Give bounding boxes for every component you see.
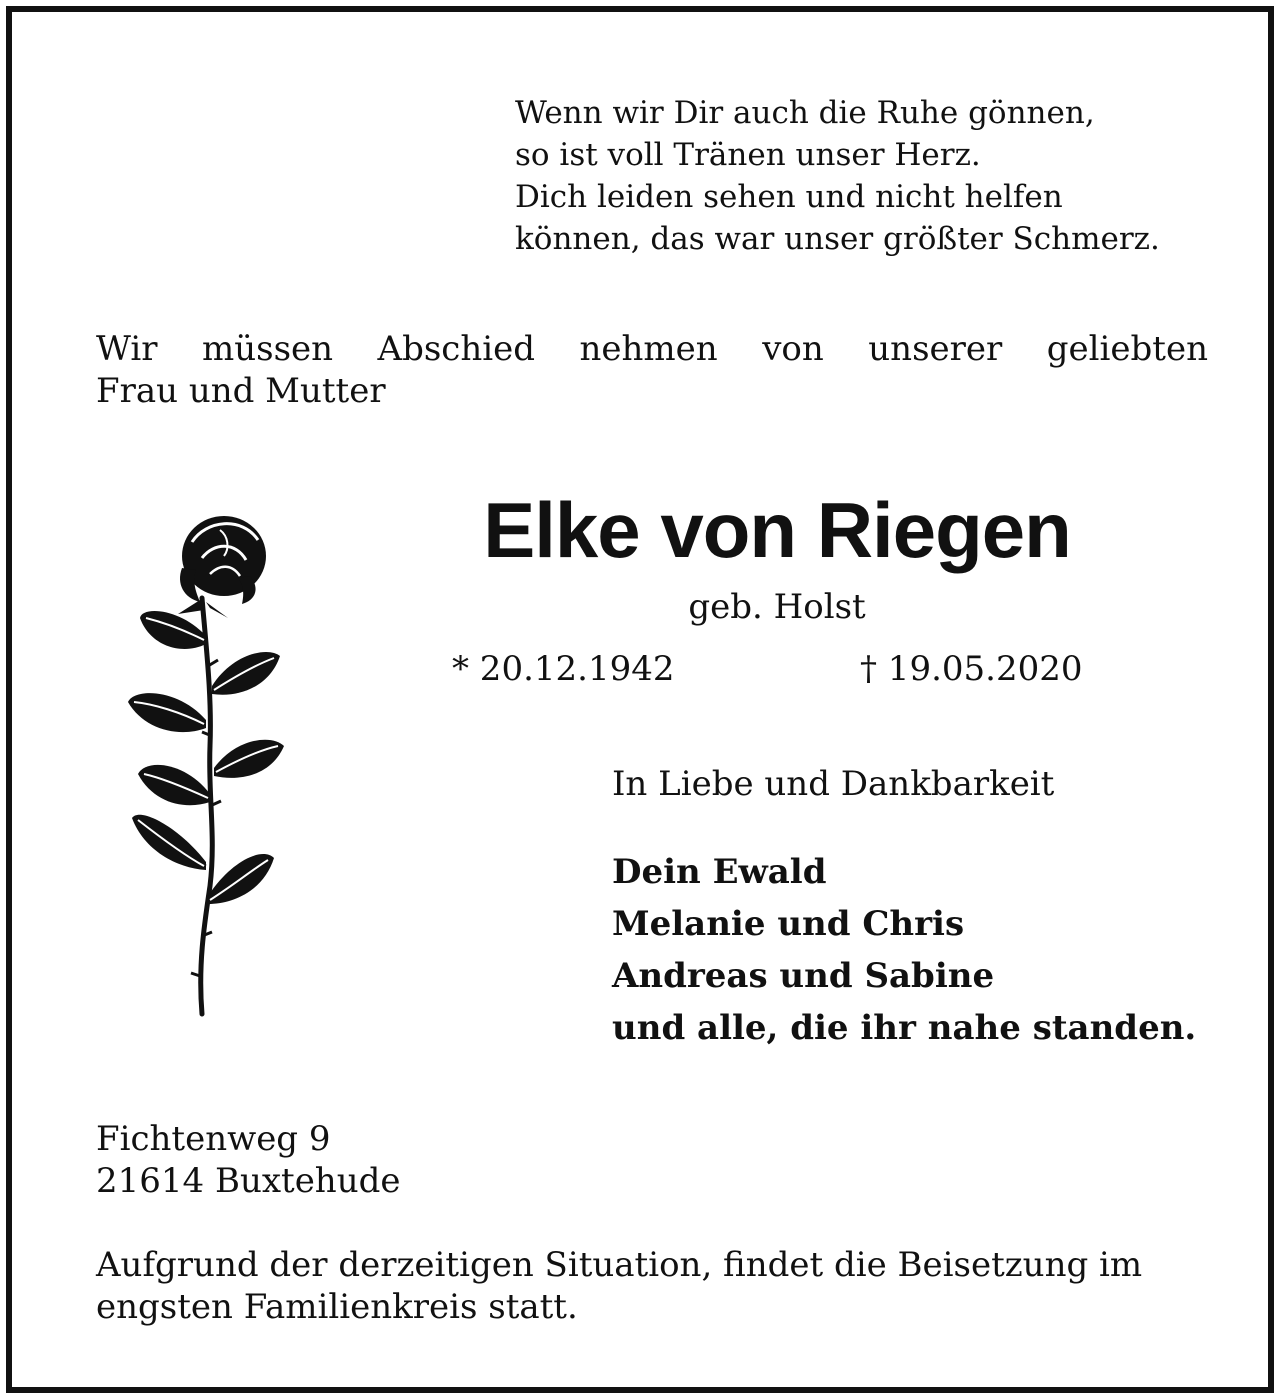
birth-date: * 20.12.1942 xyxy=(452,649,675,689)
family-member: und alle, die ihr nahe standen. xyxy=(612,1008,1197,1048)
maiden-name: geb. Holst xyxy=(688,587,866,627)
deceased-name: Elke von Riegen xyxy=(483,486,1071,574)
notice-line: engsten Familienkreis statt. xyxy=(96,1287,578,1327)
family-member: Melanie und Chris xyxy=(612,904,965,944)
poem-line: Dich leiden sehen und nicht helfen xyxy=(515,179,1063,215)
funeral-notice xyxy=(96,1244,1208,1328)
poem-line: Wenn wir Dir auch die Ruhe gönnen, xyxy=(515,95,1095,131)
gratitude-line: In Liebe und Dankbarkeit xyxy=(612,764,1055,804)
rose-icon xyxy=(120,506,290,1026)
farewell-intro xyxy=(96,328,1208,412)
poem xyxy=(515,92,1235,260)
intro-line: Frau und Mutter xyxy=(96,371,386,411)
death-date: † 19.05.2020 xyxy=(860,649,1083,689)
intro-line: Wir müssen Abschied nehmen von unserer geliebten xyxy=(96,329,1208,369)
family-member: Dein Ewald xyxy=(612,852,827,892)
obituary-frame xyxy=(6,6,1274,1393)
poem-line: können, das war unser größter Schmerz. xyxy=(515,221,1160,257)
family-signatures xyxy=(612,846,1196,1054)
notice-line: Aufgrund der derzeitigen Situation, findet die Beisetzung im xyxy=(96,1245,1143,1285)
address xyxy=(96,1118,401,1202)
address-city: 21614 Buxtehude xyxy=(96,1161,401,1201)
family-member: Andreas und Sabine xyxy=(612,956,995,996)
poem-line: so ist voll Tränen unser Herz. xyxy=(515,137,981,173)
address-street: Fichtenweg 9 xyxy=(96,1119,331,1159)
